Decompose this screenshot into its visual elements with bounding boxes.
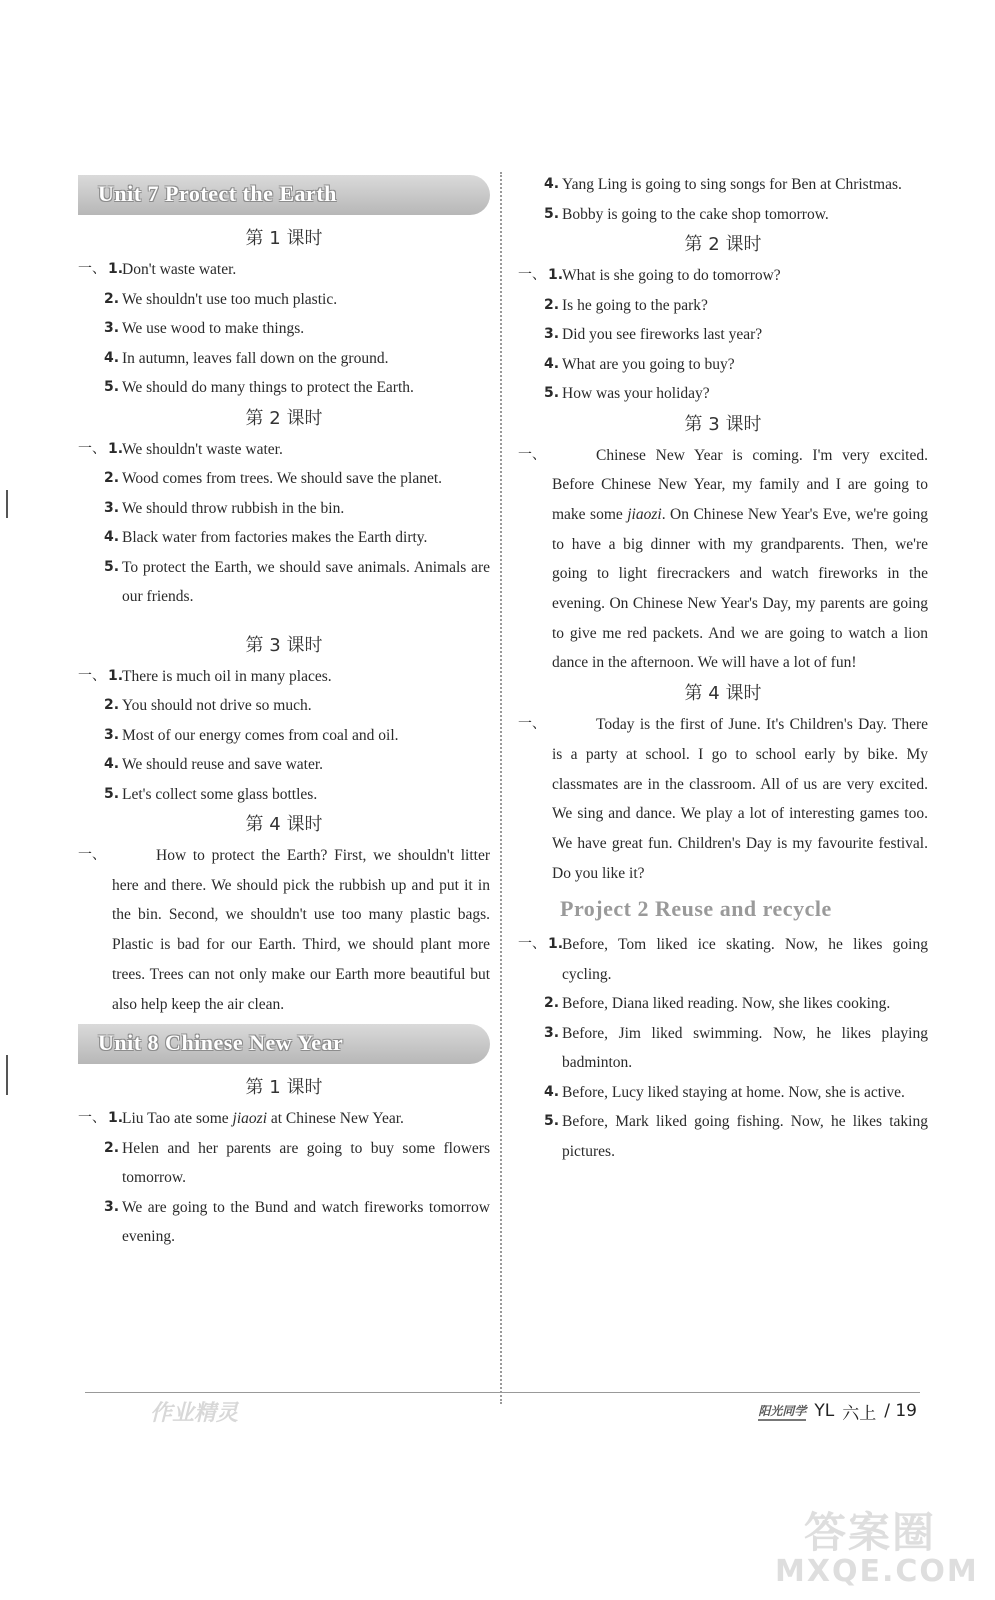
answer-item: 4. Yang Ling is going to sing songs for Ben at Christmas. bbox=[544, 176, 902, 193]
answer-item: 5. Let's collect some glass bottles. bbox=[104, 785, 318, 803]
lesson-heading: 第 3 课时 bbox=[684, 413, 762, 435]
section-marker: 一、 bbox=[518, 936, 546, 953]
answer-item: 3. Before, Jim liked swimming. Now, he likes playing badminton. bbox=[544, 1024, 928, 1072]
answer-item: 2. Before, Diana liked reading. Now, she likes cooking. bbox=[544, 995, 891, 1013]
lesson-heading: 第 4 课时 bbox=[245, 814, 323, 835]
edition-code: YL bbox=[814, 1401, 835, 1421]
scan-mark bbox=[6, 1055, 8, 1095]
answer-item: 3. Did you see fireworks last year? bbox=[544, 326, 763, 343]
lesson-heading: 第 1 课时 bbox=[245, 1077, 323, 1099]
stamp-watermark: 作业精灵 bbox=[150, 1401, 239, 1426]
page-number: / 19 bbox=[884, 1401, 917, 1421]
answer-item: 一、 1. What is she going to do tomorrow? bbox=[518, 261, 928, 291]
section-marker: 一、 bbox=[518, 446, 546, 463]
site-watermark: 答案圈 MXQE.COM bbox=[775, 1508, 979, 1589]
unit-8-banner bbox=[78, 1024, 490, 1064]
answer-item: 4. We should reuse and save water. bbox=[104, 756, 324, 773]
lesson-heading: 第 4 课时 bbox=[684, 683, 762, 705]
lesson-heading: 第 1 课时 bbox=[245, 228, 323, 249]
lesson-heading: 第 2 课时 bbox=[684, 234, 762, 255]
answer-item: 5. To protect the Earth, we should save animals. Animals are our friends. bbox=[104, 558, 490, 605]
scan-mark bbox=[6, 490, 8, 518]
answer-item: 3. We are going to the Bund and watch fireworks tomorrow evening. bbox=[104, 1198, 490, 1246]
answer-item: 一、 1. There is much oil in many places. bbox=[78, 662, 490, 692]
page-footer bbox=[758, 1396, 917, 1426]
left-column bbox=[78, 170, 490, 1252]
section-marker: 一、 bbox=[78, 440, 106, 457]
lesson-heading: 第 2 课时 bbox=[245, 407, 323, 429]
brand-logo: 阳光同学 bbox=[758, 1402, 806, 1421]
answer-item: 3. We should throw rubbish in the bin. bbox=[104, 499, 345, 517]
answer-item: 3. We use wood to make things. bbox=[104, 320, 305, 337]
answer-item: 2. Helen and her parents are going to buy some flowers tomorrow. bbox=[104, 1139, 490, 1187]
answer-item: 4. What are you going to buy? bbox=[544, 355, 735, 373]
column-divider bbox=[500, 172, 502, 1404]
grade-label: 六上 bbox=[842, 1403, 877, 1424]
answer-item: 2. Wood comes from trees. We should save the planet. bbox=[104, 470, 443, 487]
section-marker: 一、 bbox=[518, 716, 546, 733]
answer-item: 3. Most of our energy comes from coal and oil. bbox=[104, 726, 399, 744]
answer-paragraph: 一、 Today is the first of June. It's Children's Day. There is a party at school. I go to school early by bike. My classmates are in the classroom. All of us are very excited. We sing and dance. We play a lot of interesting games too. We have great fun. Children's Day is my favourite festival. Do you like it? bbox=[518, 710, 928, 888]
answer-item: 2. You should not drive so much. bbox=[104, 697, 312, 714]
answer-item: 4. Before, Lucy liked staying at home. Now, she is active. bbox=[544, 1083, 905, 1101]
answer-item: 一、 1. Don't waste water. bbox=[78, 255, 490, 285]
answer-item: 一、 1. Before, Tom liked ice skating. Now, he likes going cycling. bbox=[518, 930, 928, 989]
project-title: Project 2 Reuse and recycle bbox=[560, 896, 832, 922]
unit-title: Unit 8 Chinese New Year bbox=[98, 1030, 344, 1056]
answer-item: 5. How was your holiday? bbox=[544, 385, 710, 402]
section-marker: 一、 bbox=[78, 261, 106, 277]
footer-rule bbox=[85, 1392, 920, 1393]
answer-item: 5. We should do many things to protect the Earth. bbox=[104, 379, 414, 396]
answer-item: 4. Black water from factories makes the Earth dirty. bbox=[104, 529, 428, 546]
answer-item: 一、 1. Liu Tao ate some jiaozi at Chinese New Year. bbox=[78, 1104, 490, 1134]
answer-item: 5. Bobby is going to the cake shop tomorrow. bbox=[544, 205, 829, 223]
lesson-heading: 第 3 课时 bbox=[245, 634, 323, 656]
section-marker: 一、 bbox=[78, 667, 106, 684]
answer-paragraph: 一、 How to protect the Earth? First, we shouldn't litter here and there. We should pick the rubbish up and put it in the bin. Second, we shouldn't use too many plastic bags. Plastic is bad for our Earth. Third, we should plant more trees. Trees can not only make our Earth more beautiful but also help keep the air clean. bbox=[78, 841, 490, 1019]
unit-title: Unit 7 Protect the Earth bbox=[98, 181, 337, 206]
answer-item: 2. We shouldn't use too much plastic. bbox=[104, 290, 338, 308]
answer-item: 5. Before, Mark liked going fishing. Now, he likes taking pictures. bbox=[544, 1113, 928, 1160]
section-marker: 一、 bbox=[78, 1110, 106, 1127]
right-column bbox=[518, 170, 928, 1166]
answer-paragraph: 一、 Chinese New Year is coming. I'm very excited. Before Chinese New Year, my family and I are going to make some jiaozi. On Chinese New Year's Eve, we're going to have a big dinner with my grandparents. Then, we're going to light firecrackers and watch fireworks in the evening. On Chinese New Year's Day, my parents are going to give me red packets. And we are going to watch a lion dance in the afternoon. We will have a lot of fun! bbox=[518, 441, 928, 679]
answer-item: 4. In autumn, leaves fall down on the ground. bbox=[104, 349, 389, 367]
answer-item: 2. Is he going to the park? bbox=[544, 296, 708, 314]
unit-7-banner bbox=[78, 175, 490, 215]
section-marker: 一、 bbox=[78, 847, 106, 863]
section-marker: 一、 bbox=[518, 267, 546, 283]
answer-item: 一、 1. We shouldn't waste water. bbox=[78, 435, 490, 465]
